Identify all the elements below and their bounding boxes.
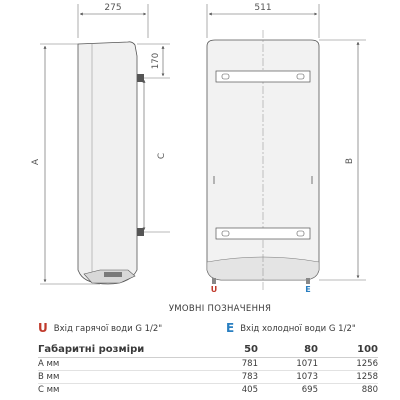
table-header-cell: 100 [318, 342, 378, 358]
table-row [38, 358, 378, 371]
side-view [31, 3, 170, 284]
table-header-cell: Габаритні розміри [38, 342, 198, 358]
b-label: B [345, 157, 355, 165]
dimensions-table [38, 342, 378, 396]
tank-side-body [78, 42, 137, 284]
table-cell: 1073 [258, 371, 318, 384]
mount-bracket-top [216, 71, 310, 82]
table-cell: 405 [198, 384, 258, 397]
inlet-offset-label: 170 [151, 52, 161, 70]
table-cell: 695 [258, 384, 318, 397]
table-cell: 1258 [318, 371, 378, 384]
table-header-cell: 50 [198, 342, 258, 358]
legend-hot-water [38, 321, 162, 335]
table-cell: 783 [198, 371, 258, 384]
legend-cold-text: Вхід холодної води G 1/2" [240, 324, 356, 334]
width-label: 511 [254, 3, 272, 13]
table-cell: B мм [38, 371, 198, 384]
table-header-cell: 80 [258, 342, 318, 358]
legend-cold-water [226, 321, 356, 335]
bracket-bottom [137, 228, 144, 236]
control-unit [104, 272, 122, 277]
hot-connection-mark: U [210, 285, 218, 294]
depth-label: 275 [104, 3, 122, 13]
table-cell: C мм [38, 384, 198, 397]
hot-pipe [212, 278, 216, 284]
table-cell: 880 [318, 384, 378, 397]
front-view [207, 3, 366, 294]
bracket-top [137, 74, 144, 82]
table-cell: A мм [38, 358, 198, 371]
c-label: C [157, 152, 167, 160]
table-cell: 781 [198, 358, 258, 371]
a-label: A [31, 158, 41, 166]
table-cell: 1071 [258, 358, 318, 371]
cold-pipe [306, 278, 310, 284]
legend-hot-text: Вхід гарячої води G 1/2" [53, 324, 163, 334]
cold-connection-mark: E [305, 285, 311, 294]
mount-bracket-bottom [216, 228, 310, 239]
legend-hot-mark: U [38, 321, 48, 335]
table-cell: 1256 [318, 358, 378, 371]
legend-title: УМОВНІ ПОЗНАЧЕННЯ [168, 304, 272, 314]
table-header-row [38, 342, 378, 358]
legend-cold-mark: E [226, 321, 235, 335]
table-row [38, 371, 378, 384]
table-row [38, 384, 378, 397]
